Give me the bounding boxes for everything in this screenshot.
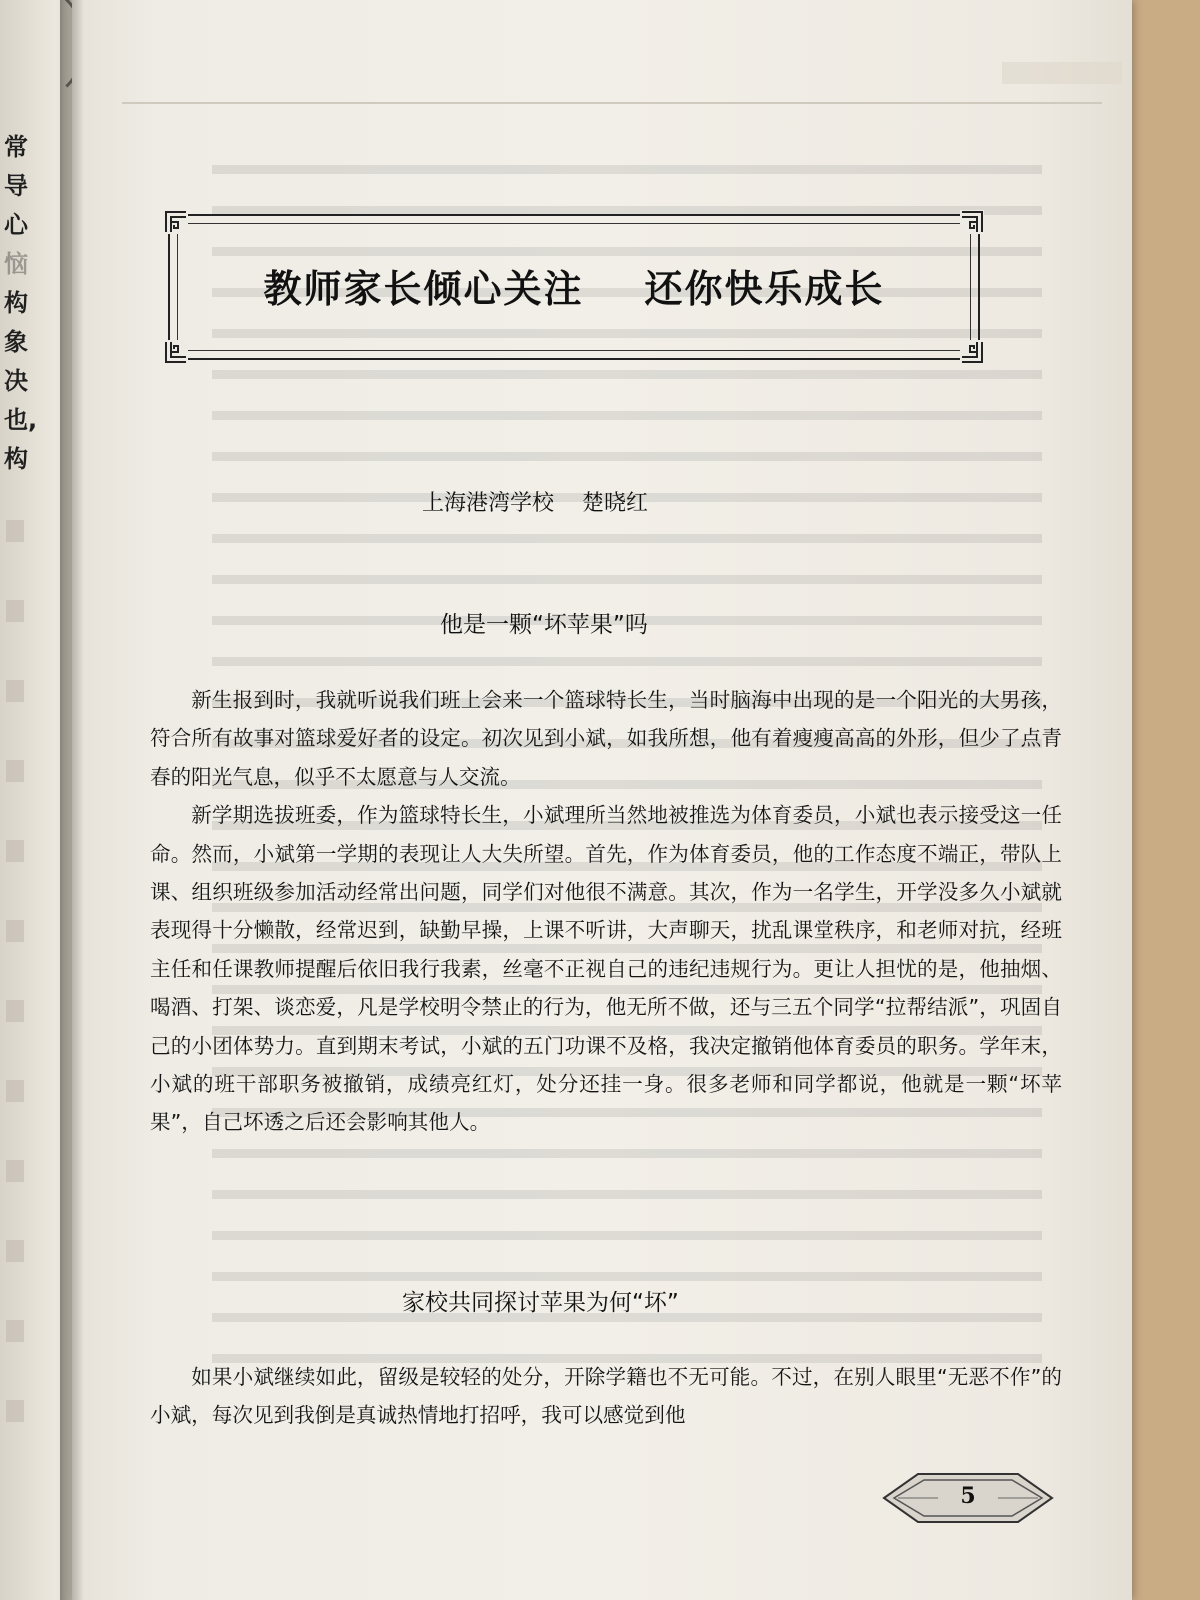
facing-page-char: 恼 xyxy=(4,250,28,278)
facing-page-char: 常 xyxy=(4,133,28,161)
book-page xyxy=(72,0,1132,1600)
author-line: 上海港湾学校 楚晓红 xyxy=(422,491,648,516)
page-number: 5 xyxy=(960,1483,976,1509)
facing-page-faded-text xyxy=(4,520,28,1480)
facing-page-char: 心 xyxy=(4,211,28,239)
header-rule xyxy=(122,102,1102,104)
facing-page-char: 决 xyxy=(4,367,28,395)
corner-ornament-icon xyxy=(164,340,188,364)
page-number-badge xyxy=(878,1470,1058,1526)
facing-page-char: 导 xyxy=(4,172,28,200)
section-body xyxy=(150,681,1062,1142)
facing-page-char: 构 xyxy=(4,445,28,473)
facing-page-char: 构 xyxy=(4,289,28,317)
facing-page-text-column xyxy=(4,128,44,479)
title-frame xyxy=(168,214,980,360)
section-heading: 他是一颗“坏苹果”吗 xyxy=(440,612,648,638)
corner-ornament-icon xyxy=(164,210,188,234)
corner-ornament-icon xyxy=(960,210,984,234)
section-body xyxy=(150,1358,1062,1435)
paragraph: 如果小斌继续如此，留级是较轻的处分，开除学籍也不无可能。不过，在别人眼里“无恶不作”的小斌，每次见到我倒是真诚热情地打招呼，我可以感觉到他 xyxy=(150,1365,1062,1428)
paragraph: 新学期选拔班委，作为篮球特长生，小斌理所当然地被推选为体育委员，小斌也表示接受这一任命。然而，小斌第一学期的表现让人大失所望。首先，作为体育委员，他的工作态度不端正，带队上课、组织班级参加活动经常出问题，同学们对他很不满意。其次，作为一名学生，开学没多久小斌就表现得十分懒散，经常迟到，缺勤早操，上课不听讲，大声聊天，扰乱课堂秩序，和老师对抗，经班主任和任课教师提醒后依旧我行我素，丝毫不正视自己的违纪违规行为。更让人担忧的是，他抽烟、喝酒、打架、谈恋爱，凡是学校明令禁止的行为，他无所不做，还与三五个同学“拉帮结派”，巩固自己的小团体势力。直到期末考试，小斌的五门功课不及格，我决定撤销他体育委员的职务。学年末，小斌的班干部职务被撤销，成绩亮红灯，处分还挂一身。很多老师和同学都说，他就是一颗“坏苹果”，自己坏透之后还会影响其他人。 xyxy=(150,803,1062,1135)
book-gutter-shadow xyxy=(60,0,84,1600)
facing-page-char: 象 xyxy=(4,328,28,356)
facing-page-char: 也, xyxy=(4,406,38,434)
article-title: 教师家长倾心关注 还你快乐成长 xyxy=(263,266,885,311)
running-header-bleed xyxy=(1002,62,1122,84)
corner-ornament-icon xyxy=(960,340,984,364)
paragraph: 新生报到时，我就听说我们班上会来一个篮球特长生，当时脑海中出现的是一个阳光的大男孩，符合所有故事对篮球爱好者的设定。初次见到小斌，如我所想，他有着瘦瘦高高的外形，但少了点青春的阳光气息，似乎不太愿意与人交流。 xyxy=(150,688,1062,789)
section-heading: 家校共同探讨苹果为何“坏” xyxy=(402,1290,679,1316)
